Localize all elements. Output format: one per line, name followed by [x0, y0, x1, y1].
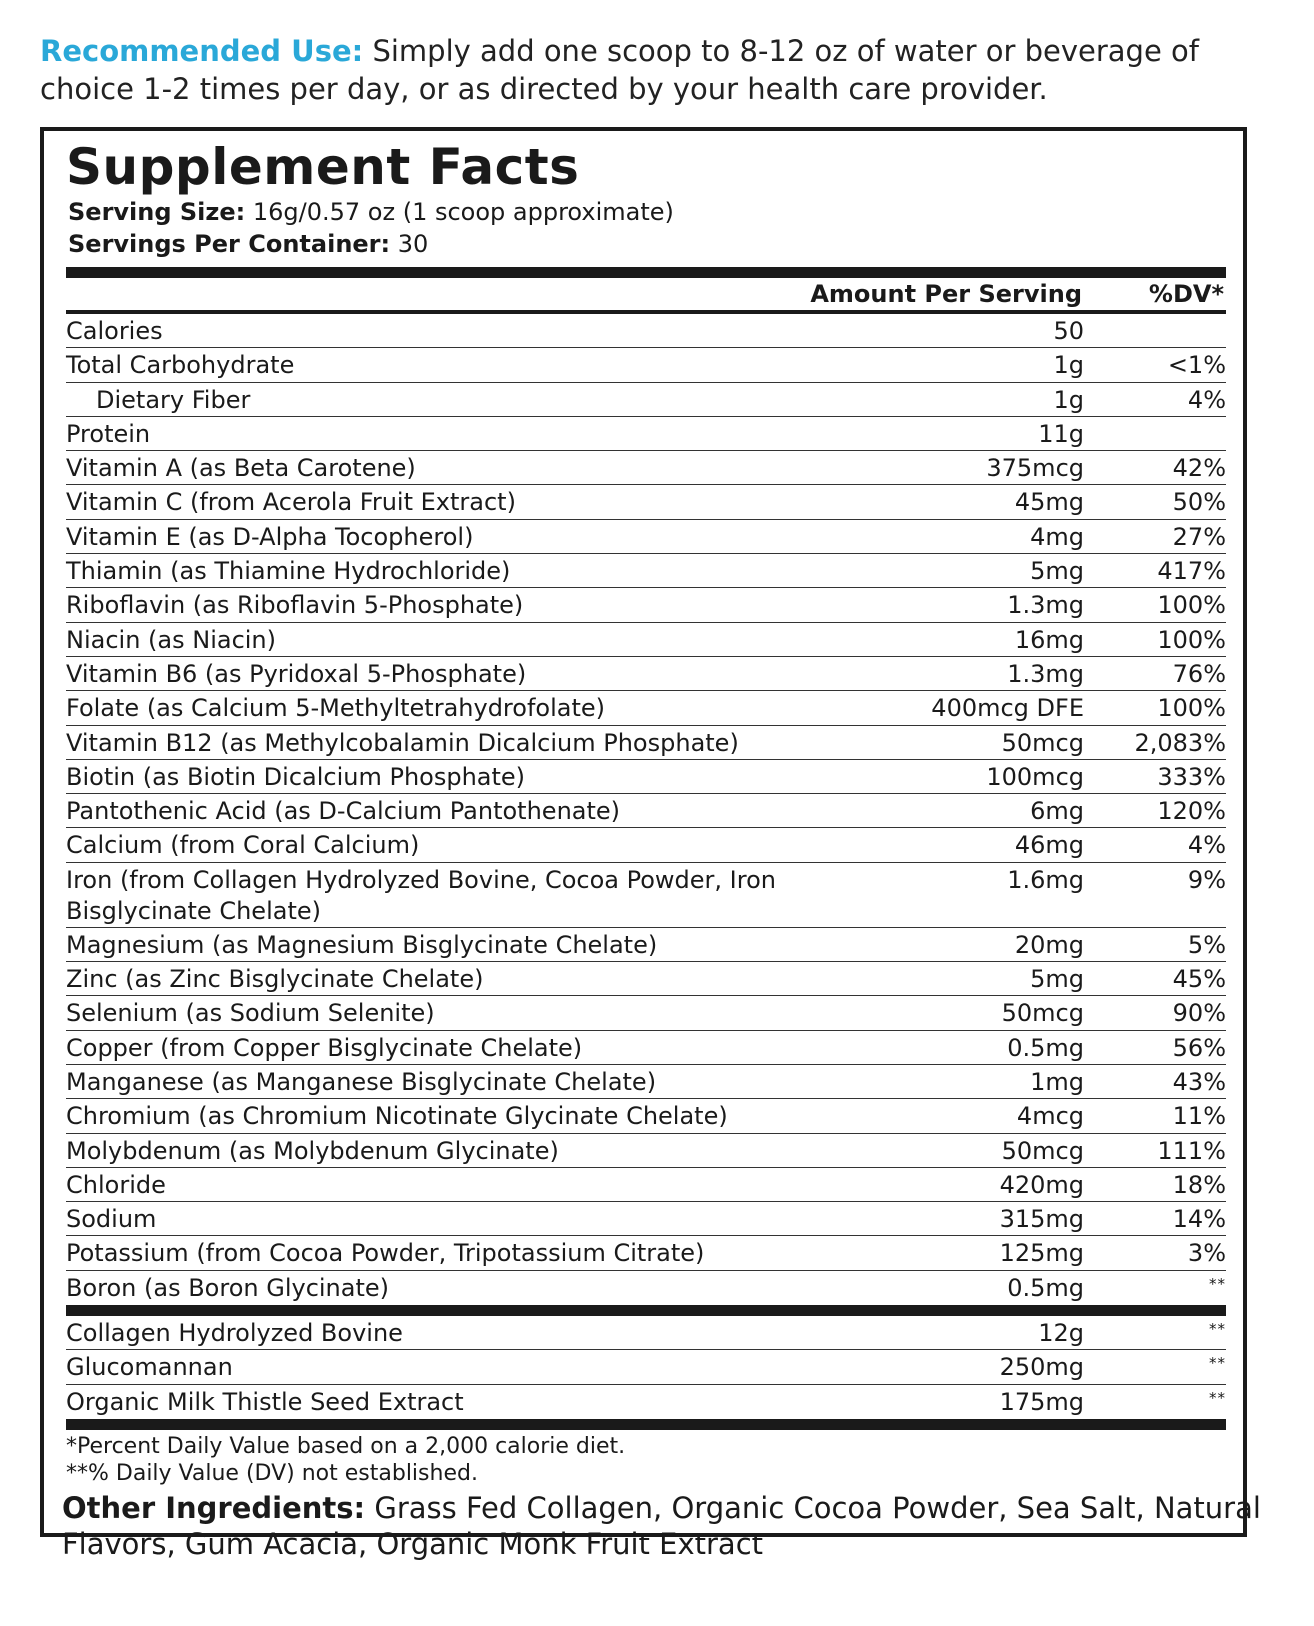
table-row [66, 1271, 1226, 1305]
table-row [66, 1099, 1226, 1133]
nutrient-dv: 56% [1172, 1033, 1226, 1062]
nutrient-name: Thiamin (as Thiamine Hydrochloride) [66, 557, 511, 586]
nutrient-name: Pantothenic Acid (as D-Calcium Pantothenate) [66, 797, 621, 826]
nutrient-name: Dietary Fiber [96, 385, 251, 414]
table-row [66, 623, 1226, 657]
table-row [66, 348, 1226, 382]
table-row [66, 520, 1226, 554]
nutrient-dv: ** [1209, 1354, 1226, 1373]
table-row [66, 1350, 1226, 1384]
nutrient-name: Organic Milk Thistle Seed Extract [66, 1387, 464, 1416]
nutrient-name: Protein [66, 419, 151, 448]
nutrient-name: Total Carbohydrate [66, 351, 295, 380]
nutrient-amount: 11g [1038, 419, 1084, 448]
nutrient-name: Iron (from Collagen Hydrolyzed Bovine, Cocoa Powder, Iron Bisglycinate Chelate) [66, 865, 776, 925]
recommended-use [40, 32, 1280, 108]
nutrient-amount: 50mcg [1001, 1136, 1084, 1165]
table-row [66, 314, 1226, 348]
nutrient-dv: ** [1209, 1320, 1226, 1339]
nutrient-name: Boron (as Boron Glycinate) [66, 1273, 390, 1302]
divider-thick-top [66, 267, 1226, 278]
nutrient-dv: 120% [1157, 797, 1226, 826]
other-ingredients-text: Grass Fed Collagen, Organic Cocoa Powder, Sea Salt, Natural Flavors, Gum Acacia, Organic Monk Fruit Extract [62, 1491, 1261, 1561]
nutrient-amount: 100mcg [986, 762, 1084, 791]
nutrient-amount: 1g [1053, 385, 1084, 414]
recommended-use-text: Simply add one scoop to 8-12 oz of water or beverage of choice 1-2 times per day, or as directed by your health care provider. [40, 34, 1199, 106]
supplement-facts-panel [40, 127, 1247, 1537]
table-row [66, 726, 1226, 760]
nutrient-amount: 45mg [1014, 488, 1084, 517]
table-row [66, 1031, 1226, 1065]
nutrient-dv: 18% [1172, 1170, 1226, 1199]
table-row [66, 1134, 1226, 1168]
nutrient-table [66, 314, 1226, 1487]
nutrient-amount: 4mg [1030, 522, 1084, 551]
nutrient-dv: ** [1209, 1388, 1226, 1407]
table-row [66, 554, 1226, 588]
table-row [66, 451, 1226, 485]
table-row [66, 383, 1226, 417]
nutrient-dv: 9% [1187, 865, 1226, 894]
nutrient-amount: 1.3mg [1007, 591, 1084, 620]
nutrient-amount: 0.5mg [1007, 1033, 1084, 1062]
nutrient-dv: 417% [1157, 557, 1226, 586]
table-row [66, 1065, 1226, 1099]
nutrient-amount: 5mg [1030, 965, 1084, 994]
nutrient-dv: 4% [1187, 831, 1226, 860]
table-row [66, 794, 1226, 828]
nutrient-amount: 16mg [1014, 625, 1084, 654]
nutrient-name: Biotin (as Biotin Dicalcium Phosphate) [66, 762, 526, 791]
nutrient-name: Chloride [66, 1170, 166, 1199]
table-row [66, 928, 1226, 962]
table-row [66, 1236, 1226, 1270]
nutrient-name: Riboflavin (as Riboflavin 5-Phosphate) [66, 591, 524, 620]
nutrient-amount: 175mg [999, 1387, 1084, 1416]
nutrient-dv: <1% [1167, 351, 1226, 380]
nutrient-amount: 400mcg DFE [931, 694, 1084, 723]
nutrient-amount: 6mg [1030, 797, 1084, 826]
nutrient-dv: 50% [1172, 488, 1226, 517]
nutrient-amount: 5mg [1030, 557, 1084, 586]
table-row [66, 657, 1226, 691]
nutrient-dv: 27% [1172, 522, 1226, 551]
nutrient-name: Vitamin C (from Acerola Fruit Extract) [66, 488, 516, 517]
table-row [66, 588, 1226, 622]
table-row [66, 417, 1226, 451]
table-row [66, 1316, 1226, 1350]
nutrient-name: Magnesium (as Magnesium Bisglycinate Chelate) [66, 930, 658, 959]
nutrient-name: Collagen Hydrolyzed Bovine [66, 1319, 403, 1348]
nutrient-dv: 2,083% [1134, 728, 1226, 757]
footnote-dv-not-established: **% Daily Value (DV) not established. [66, 1460, 478, 1486]
nutrient-name: Glucomannan [66, 1353, 233, 1382]
table-row [66, 863, 1226, 928]
serving-size-value: 16g/0.57 oz (1 scoop approximate) [245, 198, 674, 226]
nutrient-dv: 100% [1157, 694, 1226, 723]
nutrient-amount: 50mcg [1001, 999, 1084, 1028]
nutrient-amount: 250mg [999, 1353, 1084, 1382]
nutrient-amount: 1.3mg [1007, 659, 1084, 688]
nutrient-amount: 1g [1053, 351, 1084, 380]
nutrient-dv: ** [1209, 1274, 1226, 1293]
footnote-percent-dv: *Percent Daily Value based on a 2,000 calorie diet. [66, 1433, 626, 1459]
table-row [66, 996, 1226, 1030]
divider-thick-bottom [66, 1419, 1226, 1430]
nutrient-amount: 12g [1038, 1319, 1084, 1348]
serving-size-label: Serving Size: [68, 198, 246, 226]
nutrient-dv: 100% [1157, 591, 1226, 620]
nutrient-name: Molybdenum (as Molybdenum Glycinate) [66, 1136, 559, 1165]
table-row [66, 485, 1226, 519]
nutrient-dv: 42% [1172, 454, 1226, 483]
nutrient-amount: 125mg [999, 1239, 1084, 1268]
nutrient-name: Copper (from Copper Bisglycinate Chelate) [66, 1033, 583, 1062]
nutrient-dv: 90% [1172, 999, 1226, 1028]
table-row [66, 828, 1226, 862]
nutrient-name: Potassium (from Cocoa Powder, Tripotassium Citrate) [66, 1239, 705, 1268]
nutrient-dv: 333% [1157, 762, 1226, 791]
nutrient-dv: 11% [1172, 1102, 1226, 1131]
nutrient-amount: 375mcg [986, 454, 1084, 483]
nutrient-name: Vitamin E (as D-Alpha Tocopherol) [66, 522, 474, 551]
divider-thick-middle [66, 1305, 1226, 1316]
nutrient-dv: 14% [1172, 1205, 1226, 1234]
nutrient-amount: 50mcg [1001, 728, 1084, 757]
nutrient-name: Vitamin A (as Beta Carotene) [66, 454, 416, 483]
panel-title: Supplement Facts [66, 138, 580, 196]
table-row [66, 1385, 1226, 1419]
nutrient-name: Vitamin B12 (as Methylcobalamin Dicalcium Phosphate) [66, 728, 739, 757]
nutrient-name: Chromium (as Chromium Nicotinate Glycinate Chelate) [66, 1102, 728, 1131]
nutrient-dv: 5% [1187, 930, 1226, 959]
nutrient-dv: 111% [1157, 1136, 1226, 1165]
nutrient-name: Zinc (as Zinc Bisglycinate Chelate) [66, 965, 484, 994]
nutrient-name: Selenium (as Sodium Selenite) [66, 999, 435, 1028]
nutrient-amount: 1mg [1030, 1067, 1084, 1096]
servings-label: Servings Per Container: [68, 230, 391, 258]
nutrient-name: Vitamin B6 (as Pyridoxal 5-Phosphate) [66, 659, 527, 688]
table-row [66, 1168, 1226, 1202]
nutrient-dv: 3% [1187, 1239, 1226, 1268]
nutrient-amount: 20mg [1014, 930, 1084, 959]
nutrient-dv: 43% [1172, 1067, 1226, 1096]
nutrient-name: Folate (as Calcium 5-Methyltetrahydrofolate) [66, 694, 606, 723]
nutrient-amount: 1.6mg [1007, 865, 1084, 894]
table-row [66, 760, 1226, 794]
table-row [66, 691, 1226, 725]
nutrient-name: Calories [66, 317, 163, 345]
nutrient-name: Niacin (as Niacin) [66, 625, 276, 654]
nutrient-amount: 50 [1053, 317, 1084, 345]
nutrient-name: Calcium (from Coral Calcium) [66, 831, 420, 860]
header-dv: %DV* [1148, 280, 1224, 308]
nutrient-amount: 4mcg [1016, 1102, 1084, 1131]
nutrient-dv: 76% [1172, 659, 1226, 688]
servings-per-container [68, 229, 428, 259]
nutrient-name: Sodium [66, 1205, 157, 1234]
other-ingredients [62, 1490, 1282, 1562]
nutrient-amount: 315mg [999, 1205, 1084, 1234]
nutrient-dv: 45% [1172, 965, 1226, 994]
nutrient-dv: 100% [1157, 625, 1226, 654]
nutrient-amount: 420mg [999, 1170, 1084, 1199]
serving-size [68, 197, 674, 227]
table-row [66, 962, 1226, 996]
nutrient-name: Manganese (as Manganese Bisglycinate Chelate) [66, 1067, 657, 1096]
header-amount: Amount Per Serving [810, 280, 1082, 308]
recommended-use-label: Recommended Use: [40, 34, 364, 68]
nutrient-amount: 46mg [1014, 831, 1084, 860]
nutrient-dv: 4% [1187, 385, 1226, 414]
table-row [66, 1202, 1226, 1236]
other-ingredients-label: Other Ingredients: [62, 1491, 366, 1525]
servings-value: 30 [390, 230, 429, 258]
nutrient-amount: 0.5mg [1007, 1273, 1084, 1302]
